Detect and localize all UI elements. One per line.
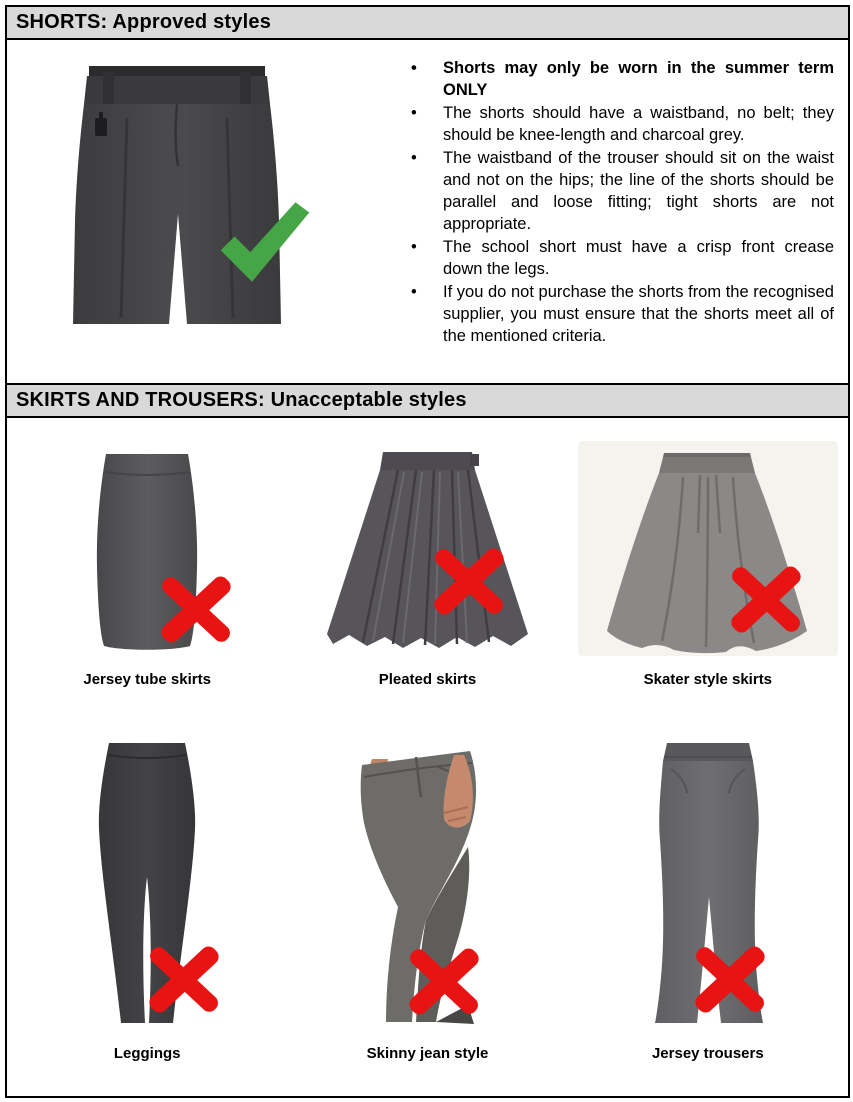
rule-text: Shorts may only be worn in the summer term ONLY xyxy=(443,59,834,99)
shorts-section-body xyxy=(7,40,848,383)
grid-item-skinny-jean-style xyxy=(287,732,567,1078)
rejected-cross-icon xyxy=(161,574,231,644)
bullet-marker: • xyxy=(411,104,417,122)
rejected-cross-icon xyxy=(409,946,479,1016)
grid-item-jersey-trousers xyxy=(568,732,848,1078)
item-caption: Leggings xyxy=(113,1045,181,1062)
rule-item xyxy=(405,57,834,101)
rule-item xyxy=(405,281,834,347)
unacceptable-styles-grid xyxy=(7,418,848,1096)
shorts-rules-list xyxy=(399,40,848,383)
leggings-figure xyxy=(47,732,247,1030)
item-caption: Jersey tube skirts xyxy=(83,671,211,688)
rejected-cross-icon xyxy=(695,944,765,1014)
bullet-marker: • xyxy=(411,238,417,256)
approved-shorts-figure xyxy=(7,40,399,383)
grid-item-leggings xyxy=(7,732,287,1078)
item-caption: Jersey trousers xyxy=(651,1045,764,1062)
jersey-trousers-figure xyxy=(605,732,810,1030)
rejected-cross-icon xyxy=(149,944,219,1014)
grid-item-pleated-skirts xyxy=(287,444,567,706)
item-caption: Skater style skirts xyxy=(643,671,773,688)
bullet-marker: • xyxy=(411,149,417,167)
rule-text: The waistband of the trouser should sit on the waist and not on the hips; the line of the shorts should be parallel and loose fitting; tight shorts are not appropriate. xyxy=(443,149,834,233)
rejected-cross-icon xyxy=(731,564,801,634)
grid-item-skater-style-skirts xyxy=(568,444,848,706)
rule-text: The school short must have a crisp front crease down the legs. xyxy=(443,238,834,278)
uniform-policy-document xyxy=(5,5,850,1098)
rule-text: The shorts should have a waistband, no belt; they should be knee-length and charcoal grey. xyxy=(443,104,834,144)
rule-item xyxy=(405,102,834,146)
rule-item xyxy=(405,236,834,280)
approved-check-icon xyxy=(217,198,313,286)
skater-skirt-figure xyxy=(578,444,838,656)
item-caption: Skinny jean style xyxy=(366,1045,489,1062)
pleated-skirt-figure xyxy=(315,444,540,656)
item-caption: Pleated skirts xyxy=(378,671,477,688)
shorts-section-title: SHORTS: Approved styles xyxy=(16,11,272,33)
shorts-section-header xyxy=(7,7,848,40)
jersey-tube-skirt-figure xyxy=(52,444,242,656)
pleated-skirt-image xyxy=(315,446,540,656)
skinny-jean-figure xyxy=(320,732,535,1030)
rejected-cross-icon xyxy=(434,546,504,616)
bullet-marker: • xyxy=(411,283,417,301)
skirts-section-title: SKIRTS AND TROUSERS: Unacceptable styles xyxy=(16,389,467,411)
rule-text: If you do not purchase the shorts from the recognised supplier, you must ensure that the shorts meet all of the mentioned criteria. xyxy=(443,283,834,345)
grid-item-jersey-tube-skirts xyxy=(7,444,287,706)
rule-item xyxy=(405,147,834,235)
bullet-marker: • xyxy=(411,59,417,77)
skirts-section-header xyxy=(7,383,848,418)
